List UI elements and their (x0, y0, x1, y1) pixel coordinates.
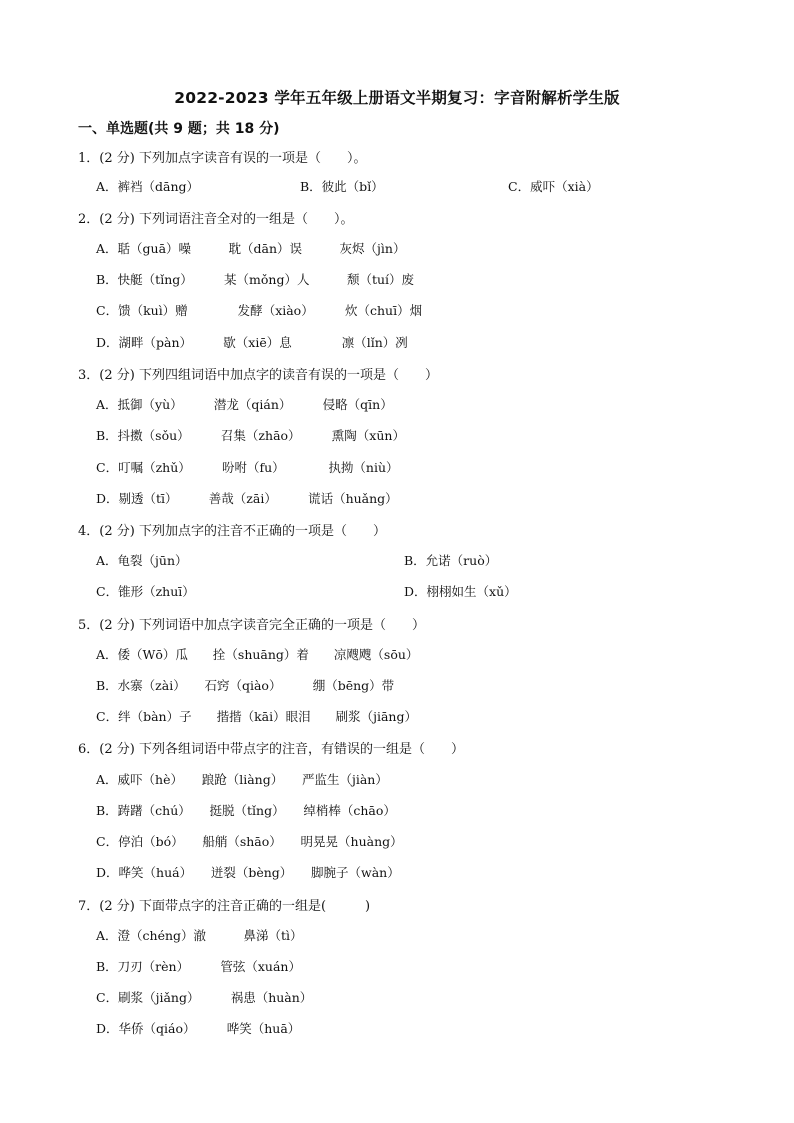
option-2d: D．湖畔（pàn） 歇（xiē）息 凛（lǐn）冽 (96, 335, 408, 350)
option-5c: C．绊（bàn）子 揩揩（kāi）眼泪 刷浆（jiāng） (96, 709, 417, 724)
option-3d: D．剔透（tī） 善哉（zāi） 谎话（huǎng） (96, 491, 398, 506)
option-4b: B．允诺（ruò） (404, 553, 498, 568)
option-1b: B．彼此（bǐ） (300, 179, 384, 194)
section-heading: 一、单选题(共 9 题；共 18 分) (78, 121, 280, 137)
option-4d: D．栩栩如生（xǔ） (404, 584, 517, 599)
option-2b: B．快艇（tǐng） 某（mǒng）人 颓（tuí）废 (96, 272, 415, 287)
option-1a: A．裤裆（dāng） (96, 179, 200, 194)
document-title: 2022-2023 学年五年级上册语文半期复习：字音附解析学生版 (174, 89, 620, 107)
question-stem-7: 7．(2 分) 下面带点字的注音正确的一组是( ) (78, 899, 371, 914)
option-6a: A．威吓（hè） 踉跄（liàng） 严监生（jiàn） (96, 772, 388, 787)
option-2c: C．馈（kuì）赠 发酵（xiào） 炊（chuī）烟 (96, 303, 423, 318)
option-3b: B．抖擞（sǒu） 召集（zhāo） 熏陶（xūn） (96, 428, 405, 443)
question-stem-5: 5．(2 分) 下列词语中加点字读音完全正确的一项是（ ） (78, 618, 425, 633)
question-stem-1: 1．(2 分) 下列加点字读音有误的一项是（ ）。 (78, 151, 367, 166)
option-2a: A．聒（guā）噪 耽（dān）误 灰烬（jìn） (96, 241, 406, 256)
question-stem-4: 4．(2 分) 下列加点字的注音不正确的一项是（ ） (78, 524, 386, 539)
option-7c: C．刷浆（jiǎng） 祸患（huàn） (96, 990, 313, 1005)
option-3a: A．抵御（yù） 潜龙（qián） 侵略（qīn） (96, 397, 393, 412)
option-6c: C．停泊（bó） 船艄（shāo） 明晃晃（huàng） (96, 834, 403, 849)
option-6d: D．哗笑（huá） 迸裂（bèng） 脚腕子（wàn） (96, 865, 400, 880)
option-3c: C．叮嘱（zhǔ） 吩咐（fu） 执拗（niù） (96, 460, 399, 475)
option-7a: A．澄（chéng）澈 鼻涕（tì） (96, 928, 303, 943)
question-stem-3: 3．(2 分) 下列四组词语中加点字的读音有误的一项是（ ） (78, 368, 438, 383)
option-7d: D．华侨（qiáo） 哗笑（huā） (96, 1021, 301, 1036)
option-4a: A．龟裂（jūn） (96, 553, 188, 568)
option-6b: B．踌躇（chú） 挺脱（tǐng） 绰梢棒（chāo） (96, 803, 396, 818)
option-4c: C．锥形（zhuī） (96, 584, 195, 599)
option-5b: B．水寨（zài） 石窍（qiào） 绷（bēng）带 (96, 678, 395, 693)
option-5a: A．倭（Wō）瓜 拴（shuāng）着 凉飕飕（sōu） (96, 647, 419, 662)
question-stem-6: 6．(2 分) 下列各组词语中带点字的注音，有错误的一组是（ ） (78, 742, 464, 757)
question-stem-2: 2．(2 分) 下列词语注音全对的一组是（ ）。 (78, 212, 354, 227)
option-1c: C．威吓（xià） (508, 179, 599, 194)
option-7b: B．刀刃（rèn） 管弦（xuán） (96, 959, 301, 974)
